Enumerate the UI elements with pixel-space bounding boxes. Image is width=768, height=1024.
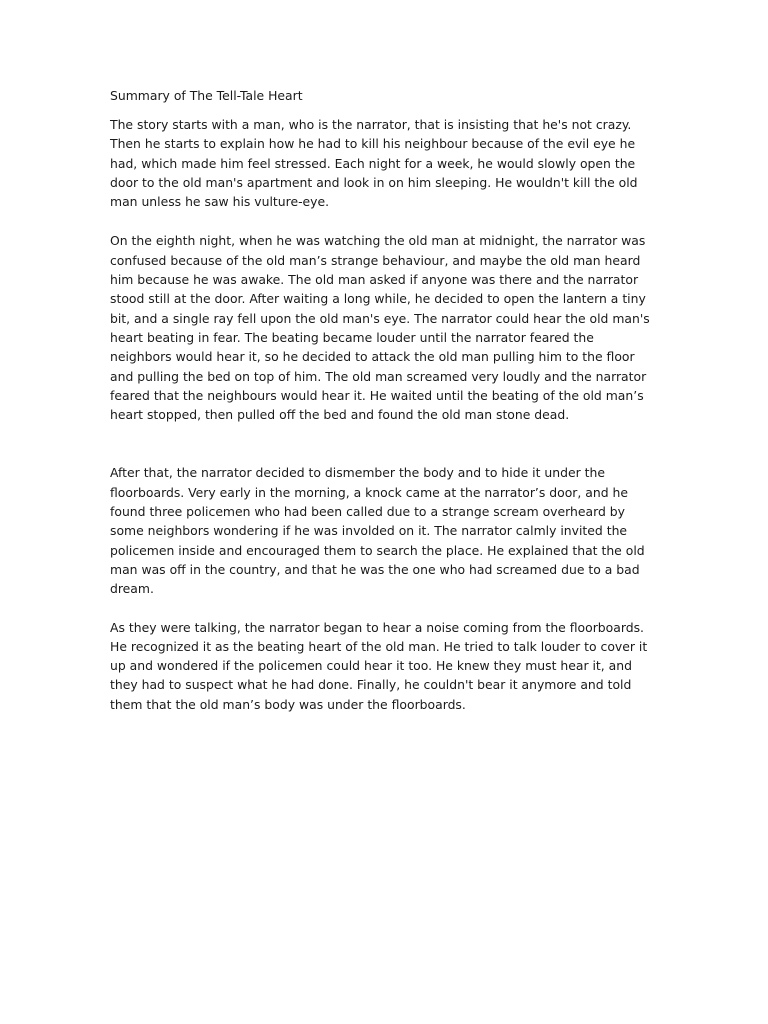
document-title: Summary of The Tell-Tale Heart — [110, 88, 303, 103]
paragraph-1: The story starts with a man, who is the narrator, that is insisting that he's not crazy. Then he starts to explain how he had to kill his neighbour because of the evil eye he had, which made him feel stressed. Each night for a week, he would slowly open the door to the old man's apartment and look in on him sleeping. He wouldn't kill the old man unless he saw his vulture-eye. — [110, 117, 638, 210]
paragraph-4: As they were talking, the narrator began to hear a noise coming from the floorboards. He recognized it as the beating heart of the old man. He tried to talk louder to cover it up and wondered if the policemen could hear it too. He knew they must hear it, and they had to suspect what he had done. Finally, he couldn't bear it anymore and told them that the old man’s body was under the floorboards. — [110, 619, 648, 712]
paragraph-3: After that, the narrator decided to dismember the body and to hide it under the floorboards. Very early in the morning, a knock came at the narrator’s door, and he found three policemen who had been called due to a strange scream overheard by some neighbors wondering if he was involded on it. The narrator calmly invited the policemen inside and encouraged them to search the place. He explained that the old man was off in the country, and that he was the one who had screamed due to a bad dream. — [110, 465, 645, 597]
document-body — [110, 86, 658, 714]
paragraph-2: On the eighth night, when he was watching the old man at midnight, the narrator was confused because of the old man’s strange behaviour, and maybe the old man heard him because he was awake. The old man asked if anyone was there and the narrator stood still at the door. After waiting a long while, he decided to open the lantern a tiny bit, and a single ray fell upon the old man's eye. The narrator could hear the old man's heart beating in fear. The beating became louder until the narrator feared the neighbors would hear it, so he decided to attack the old man pulling him to the floor and pulling the bed on top of him. The old man screamed very loudly and the narrator feared that the neighbours would hear it. He waited until the beating of the old man’s heart stopped, then pulled off the bed and found the old man stone dead. — [110, 233, 650, 423]
